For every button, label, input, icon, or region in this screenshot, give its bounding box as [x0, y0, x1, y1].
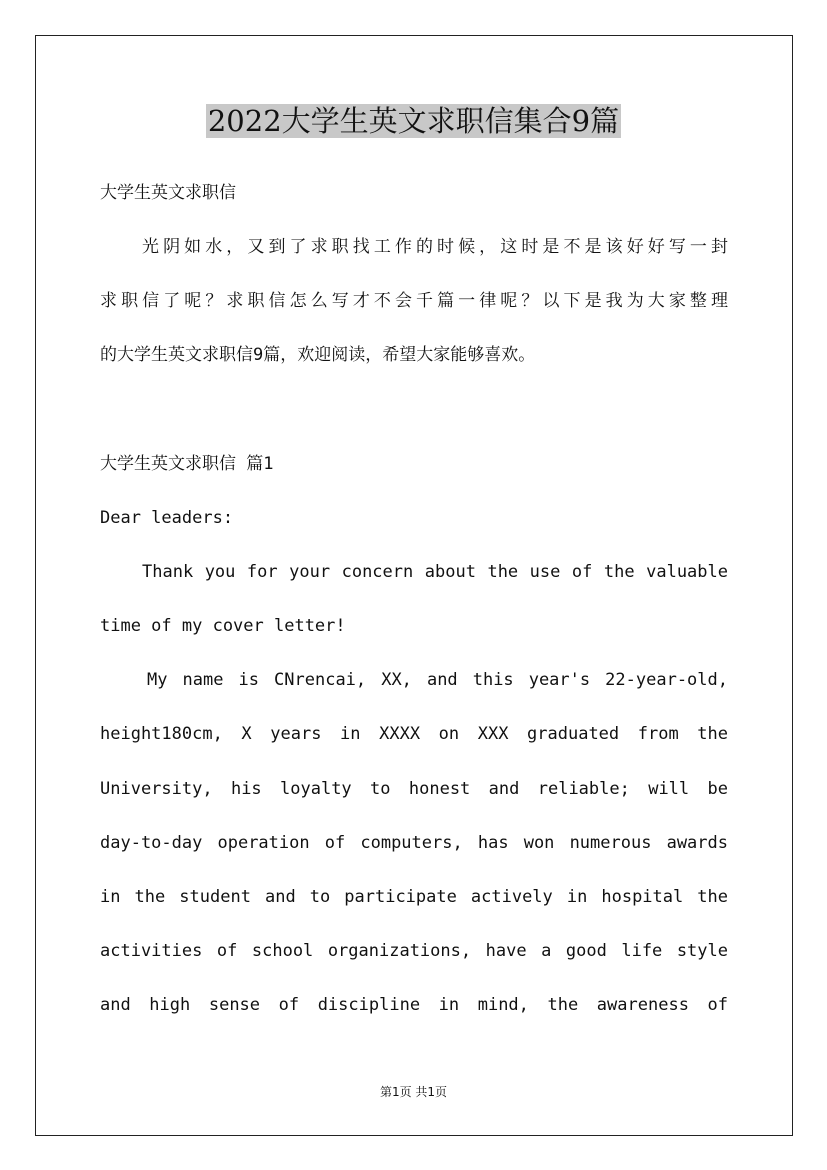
paragraph-line: day-to-day operation of computers, has won numerous awards — [100, 833, 728, 853]
paragraph-line: height180cm, X years in XXXX on XXX graduated from the — [100, 724, 728, 744]
paragraph-line: University, his loyalty to honest and reliable; will be — [100, 779, 728, 799]
paragraph-line: My name is CNrencai, XX, and this year's 22-year-old, — [147, 670, 728, 690]
document-heading: 大学生英文求职信 — [100, 183, 236, 203]
intro-line: 求职信了呢？求职信怎么写才不会千篇一律呢？以下是我为大家整理 — [100, 291, 728, 311]
page-footer: 第1页 共1页 — [379, 1085, 448, 1099]
intro-line: 的大学生英文求职信9篇，欢迎阅读，希望大家能够喜欢。 — [100, 345, 536, 365]
intro-line: 光阴如水，又到了求职找工作的时候，这时是不是该好好写一封 — [142, 237, 728, 257]
document-title — [0, 101, 827, 141]
paragraph-line: time of my cover letter! — [100, 616, 346, 636]
paragraph-line: and high sense of discipline in mind, the awareness of — [100, 995, 728, 1015]
paragraph-line: activities of school organizations, have a good life style — [100, 941, 728, 961]
salutation: Dear leaders: — [100, 508, 234, 528]
paragraph-line: Thank you for your concern about the use of the valuable — [142, 562, 728, 582]
document-title-text: 2022大学生英文求职信集合9篇 — [207, 104, 620, 138]
paragraph-line: in the student and to participate actively in hospital the — [100, 887, 728, 907]
section-heading: 大学生英文求职信 篇1 — [100, 454, 274, 474]
